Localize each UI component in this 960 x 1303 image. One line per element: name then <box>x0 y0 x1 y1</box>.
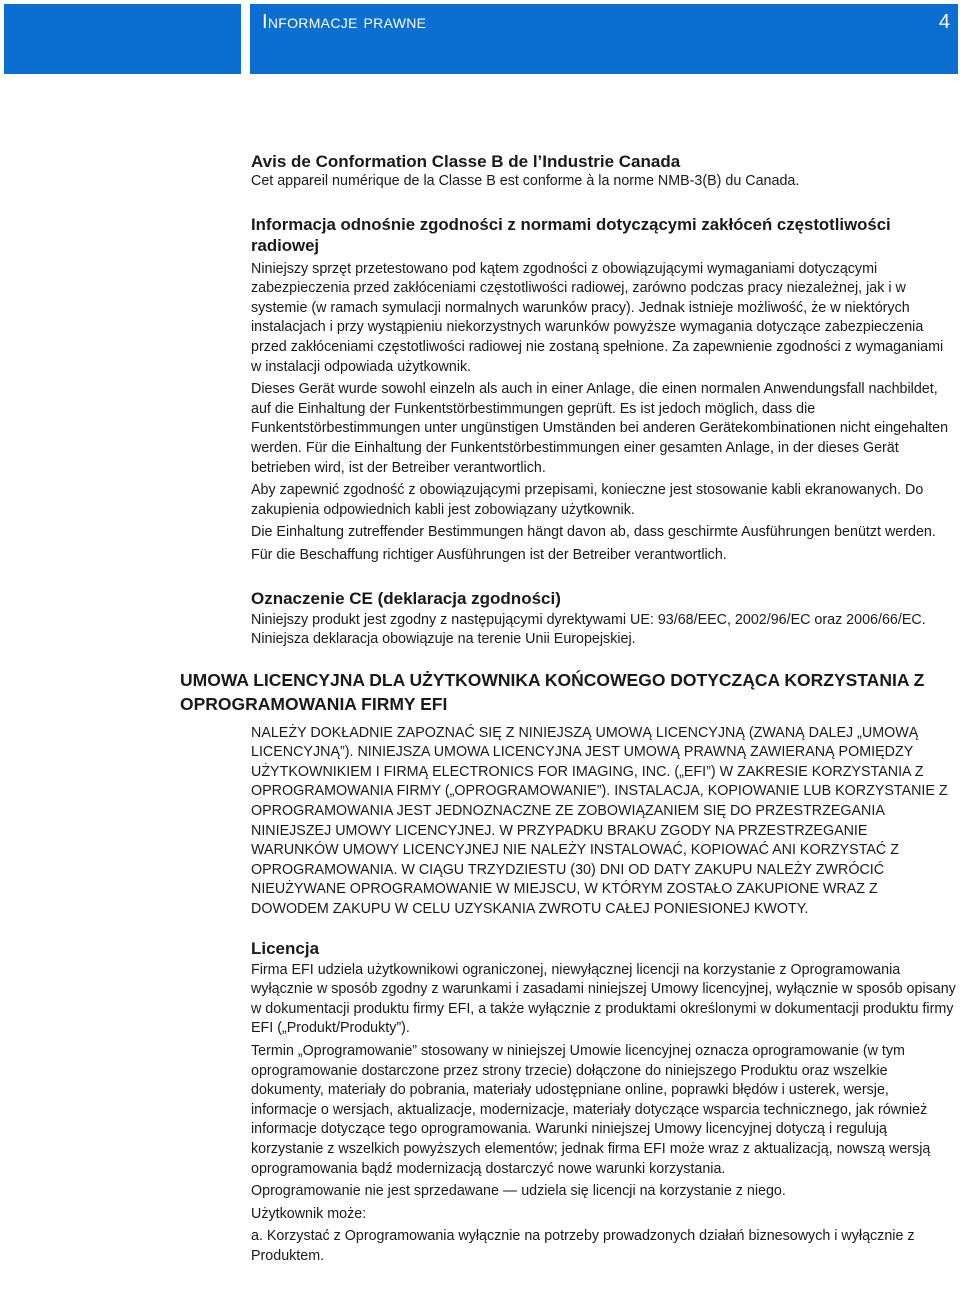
paragraph: Oprogramowanie nie jest sprzedawane — udziela się licencji na korzystanie z niego. <box>251 1183 786 1200</box>
paragraph: Użytkownik może: <box>251 1205 367 1222</box>
section-heading: Oznaczenie CE (deklaracja zgodności) <box>251 588 561 608</box>
paragraph: Für die Beschaffung richtiger Ausführungen ist der Betreiber verantwortlich. <box>251 546 727 563</box>
paragraph: a. Korzystać z Oprogramowania wyłącznie na potrzeby prowadzonych działań biznesowych i wyłącznie z Produktem. <box>251 1228 915 1264</box>
header-side-block <box>4 4 241 74</box>
section-canada <box>251 151 956 192</box>
paragraph: Dieses Gerät wurde sowohl einzeln als auch in einer Anlage, die einen normalen Anwendungsfall nachbildet, auf die Einhaltung der Funkentstörbestimmungen geprüft. Es ist jedoch möglich, dass die Funkentstörbestimmungen unter ungünstigen Umständen bei anderen Gerätekombinationen nicht eingehalten werden. Für die Einhaltung der Funkentstörbestimmungen einer gesamten Anlage, in der dieses Gerät betrieben wird, ist der Betreiber verantwortlich. <box>251 381 949 476</box>
section-heading: Avis de Conformation Classe B de l’Industrie Canada <box>251 152 681 171</box>
page-number: 4 <box>938 11 950 33</box>
header-title: Informacje prawne <box>262 11 427 33</box>
paragraph: Aby zapewnić zgodność z obowiązującymi przepisami, konieczne jest stosowanie kabli ekranowanych. Do zakupienia odpowiednich kabli jest zobowiązany użytkownik. <box>251 482 924 518</box>
paragraph: Niniejszy sprzęt przetestowano pod kątem zgodności z obowiązującymi wymaganiami dotyczącymi zabezpieczenia przed zakłóceniami częstotliwości radiowej, zarówno podczas pracy niezależnej, jak i w systemie (w ramach symulacji normalnych warunków pracy). Jednak istnieje możliwość, że w niektórych instalacjach i przy wystąpieniu niekorzystnych warunków powyższe wymagania dotyczące zabezpieczenia przed zakłóceniami częstotliwości radiowej nie zostaną spełnione. Za zapewnienie zgodności z wymaganiami w instalacji odpowiada użytkownik. <box>251 260 944 375</box>
paragraph: Die Einhaltung zutreffender Bestimmungen hängt davon ab, dass geschirmte Ausführungen benützt werden. <box>251 524 936 541</box>
section-heading: Informacja odnośnie zgodności z normami dotyczącymi zakłóceń częstotliwości radiowej <box>251 214 891 255</box>
section-emc <box>251 214 956 566</box>
paragraph: Termin „Oprogramowanie” stosowany w niniejszej Umowie licencyjnej oznacza oprogramowanie (w tym oprogramowanie dostarczone przez strony trzecie) dołączone do niniejszego Produktu oraz wszelkie dokumenty, materiały do pobrania, materiały udostępniane online, poprawki błędów i usterek, wersje, informacje o wersjach, aktualizacje, modernizacje, materiały dotyczące wsparcia technicznego, jak również informacje dotyczące tego oprogramowania. Warunki niniejszej Umowy licencyjnej dotyczą i regulują korzystanie z wszelkich powyższych elementów; jednak firma EFI może wraz z aktualizacją, nowszą wersją oprogramowania bądź modernizacją dostarczyć nowe warunki korzystania. <box>251 1043 931 1177</box>
section-heading: Licencja <box>251 938 320 958</box>
section-ce <box>251 588 956 650</box>
paragraph: Niniejszy produkt jest zgodny z następującymi dyrektywami UE: 93/68/EEC, 2002/96/EC oraz 2006/66/EC. Niniejsza deklaracja obowiązuje na terenie Unii Europejskiej. <box>251 611 926 648</box>
section-eula <box>180 668 956 920</box>
section-license <box>251 938 956 1267</box>
page-header <box>250 4 958 74</box>
paragraph: Firma EFI udziela użytkownikowi ograniczonej, niewyłącznej licencji na korzystanie z Oprogramowania wyłącznie w sposób zgodny z warunkami i zasadami niniejszej Umowy licencyjnej, wyłącznie w sposób opisany w dokumentacji produktu firmy EFI, a także wyłącznie z produktami określonymi w dokumentacji produktu firmy EFI („Produkt/Produkty”). <box>251 961 956 1037</box>
document-body <box>180 151 956 1270</box>
paragraph: NALEŻY DOKŁADNIE ZAPOZNAĆ SIĘ Z NINIEJSZĄ UMOWĄ LICENCYJNĄ (ZWANĄ DALEJ „UMOWĄ LICENCYJNĄ”). NINIEJSZA UMOWA LICENCYJNA JEST UMOWĄ PRAWNĄ ZAWIERANĄ POMIĘDZY UŻYTKOWNIKIEM I FIRMĄ ELECTRONICS FOR IMAGING, INC. („EFI”) W ZAKRESIE KORZYSTANIA Z OPROGRAMOWANIA FIRMY („OPROGRAMOWANIE”). INSTALACJA, KOPIOWANIE LUB KORZYSTANIE Z OPROGRAMOWANIA JEST JEDNOZNACZNE ZE ZOBOWIĄZANIEM SIĘ DO PRZESTRZEGANIA NINIEJSZEJ UMOWY LICENCYJNEJ. W PRZYPADKU BRAKU ZGODY NA PRZESTRZEGANIE WARUNKÓW UMOWY LICENCYJNEJ NIE NALEŻY INSTALOWAĆ, KOPIOWAĆ ANI KORZYSTAĆ Z OPROGRAMOWANIA. W CIĄGU TRZYDZIESTU (30) DNI OD DATY ZAKUPU NALEŻY ZWRÓCIĆ NIEUŻYWANE OPROGRAMOWANIE W MIEJSCU, W KTÓRYM ZOSTAŁO ZAKUPIONE WRAZ Z DOWODEM ZAKUPU W CELU UZYSKANIA ZWROTU CAŁEJ PONIESIONEJ KWOTY. <box>251 724 948 918</box>
paragraph: Cet appareil numérique de la Classe B est conforme à la norme NMB-3(B) du Canada. <box>251 173 800 189</box>
eula-heading: UMOWA LICENCYJNA DLA UŻYTKOWNIKA KOŃCOWEGO DOTYCZĄCA KORZYSTANIA Z OPROGRAMOWANIA FIRMY EFI <box>180 669 925 714</box>
